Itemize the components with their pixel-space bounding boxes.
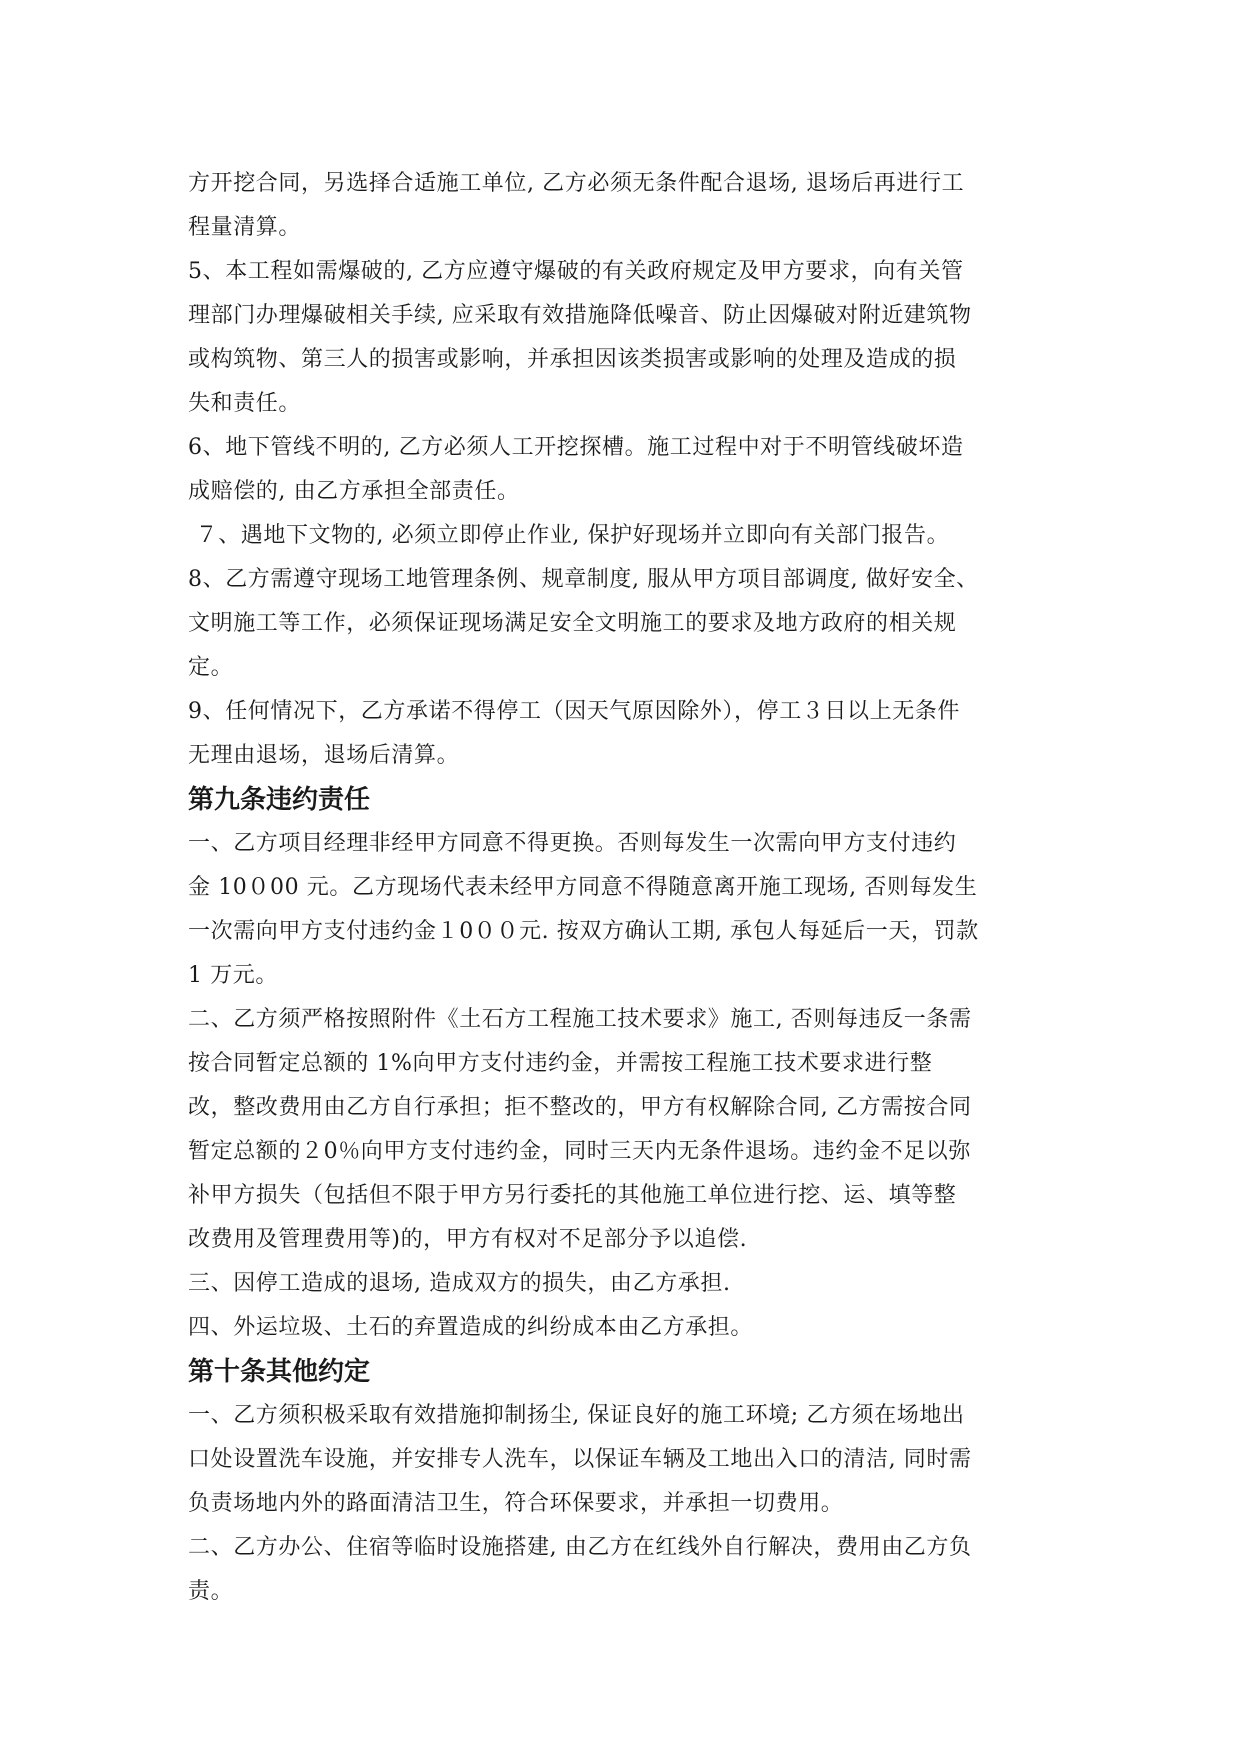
- text-line: 6、地下管线不明的, 乙方必须人工开挖探槽。施工过程中对于不明管线破坏造: [188, 435, 964, 460]
- text-line: 一、乙方项目经理非经甲方同意不得更换。否则每发生一次需向甲方支付违约: [188, 831, 957, 856]
- text-line: 无理由退场，退场后清算。: [188, 743, 460, 768]
- text-line: 按合同暂定总额的 1%向甲方支付违约金，并需按工程施工技术要求进行整: [188, 1051, 933, 1076]
- text-line: 暂定总额的２0％向甲方支付违约金，同时三天内无条件退场。违约金不足以弥: [188, 1139, 971, 1164]
- text-line: 三、因停工造成的退场, 造成双方的损失，由乙方承担.: [188, 1271, 731, 1296]
- text-line: 补甲方损失（包括但不限于甲方另行委托的其他施工单位进行挖、运、填等整: [188, 1183, 957, 1208]
- text-line: 程量清算。: [188, 215, 302, 240]
- text-line: 一次需向甲方支付违约金１0００元. 按双方确认工期, 承包人每延后一天，罚款: [188, 919, 979, 944]
- text-line: 改，整改费用由乙方自行承担；拒不整改的，甲方有权解除合同, 乙方需按合同: [188, 1095, 972, 1120]
- text-line: 9、任何情况下，乙方承诺不得停工（因天气原因除外），停工３日以上无条件: [188, 699, 960, 724]
- text-line: 负责场地内外的路面清洁卫生，符合环保要求，并承担一切费用。: [188, 1491, 844, 1516]
- text-line: 口处设置洗车设施，并安排专人洗车，以保证车辆及工地出入口的清洁, 同时需: [188, 1447, 972, 1472]
- document-page: [188, 162, 1060, 1614]
- text-line: 文明施工等工作，必须保证现场满足安全文明施工的要求及地方政府的相关规: [188, 611, 957, 636]
- text-line: 5、本工程如需爆破的, 乙方应遵守爆破的有关政府规定及甲方要求，向有关管: [188, 259, 964, 284]
- text-line: ７、遇地下文物的, 必须立即停止作业, 保护好现场并立即向有关部门报告。: [188, 523, 950, 548]
- text-line: 8、乙方需遵守现场工地管理条例、规章制度, 服从甲方项目部调度, 做好安全、: [188, 567, 979, 592]
- text-line: 四、外运垃圾、土石的弃置造成的纠纷成本由乙方承担。: [188, 1315, 754, 1340]
- text-line: 成赔偿的, 由乙方承担全部责任。: [188, 479, 520, 504]
- text-line: 二、乙方办公、住宿等临时设施搭建, 由乙方在红线外自行解决，费用由乙方负: [188, 1535, 972, 1560]
- text-line: 理部门办理爆破相关手续, 应采取有效措施降低噪音、防止因爆破对附近建筑物: [188, 303, 972, 328]
- text-line: 1 万元。: [188, 963, 278, 988]
- section-heading-article-10: 第十条其他约定: [188, 1357, 371, 1387]
- text-line: 金 10０00 元。乙方现场代表未经甲方同意不得随意离开施工现场, 否则每发生: [188, 875, 978, 900]
- text-line: 二、乙方须严格按照附件《土石方工程施工技术要求》施工, 否则每违反一条需: [188, 1007, 972, 1032]
- text-line: 方开挖合同，另选择合适施工单位, 乙方必须无条件配合退场, 退场后再进行工: [188, 171, 965, 196]
- section-heading-article-9: 第九条违约责任: [188, 785, 371, 815]
- text-line: 一、乙方须积极采取有效措施抑制扬尘, 保证良好的施工环境; 乙方须在场地出: [188, 1403, 965, 1428]
- text-line: 改费用及管理费用等)的，甲方有权对不足部分予以追偿.: [188, 1227, 748, 1252]
- text-line: 失和责任。: [188, 391, 302, 416]
- text-line: 定。: [188, 655, 234, 680]
- text-line: 或构筑物、第三人的损害或影响，并承担因该类损害或影响的处理及造成的损: [188, 347, 957, 372]
- text-line: 责。: [188, 1579, 234, 1604]
